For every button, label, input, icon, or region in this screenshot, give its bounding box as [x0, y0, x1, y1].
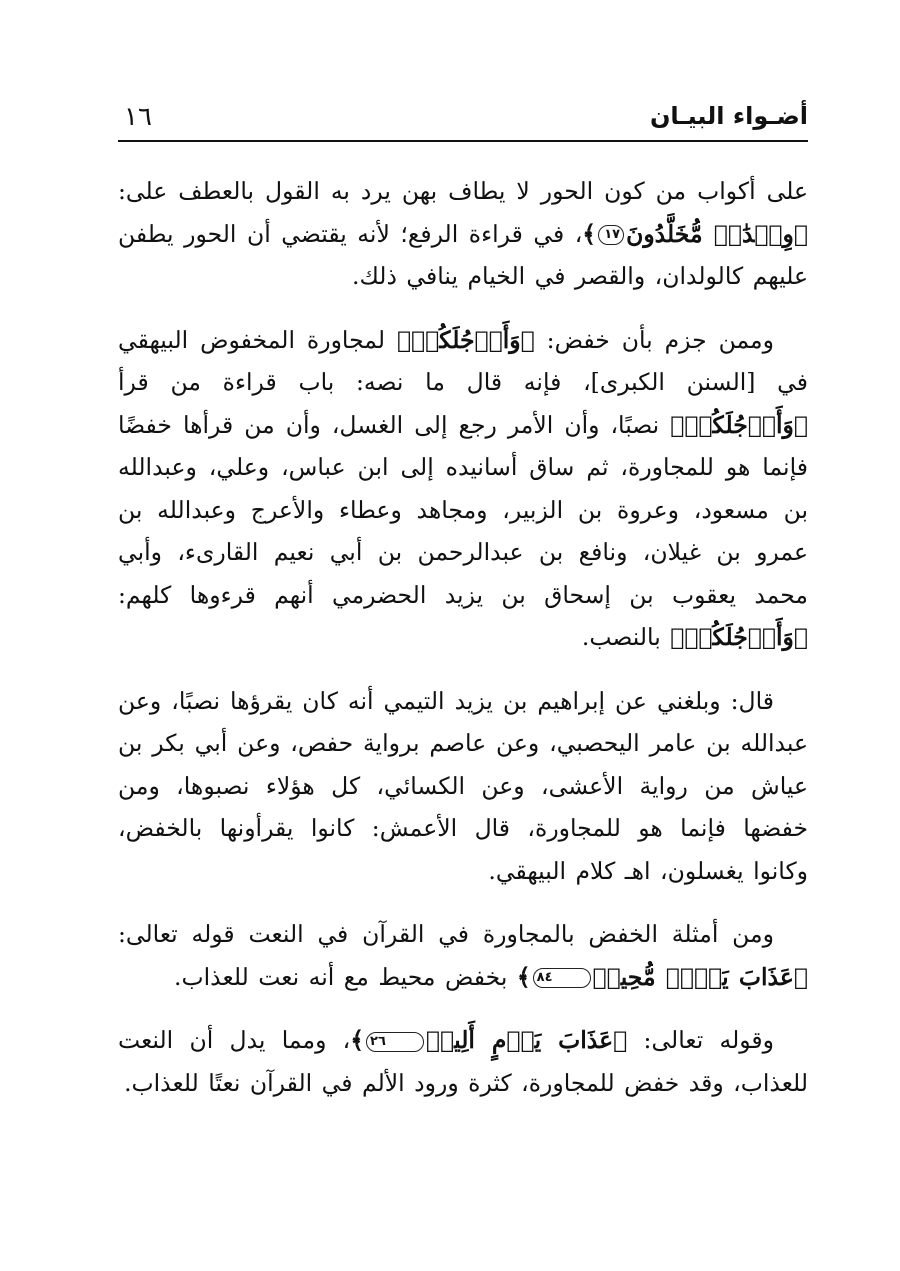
- paragraph-text: وقوله تعالى:: [627, 1026, 774, 1054]
- verse-close-bracket: ﴾: [350, 1026, 365, 1054]
- book-page: [118, 96, 808, 1125]
- verse-text: ﴿عَذَابَ يَوۡمٍ أَلِيمٖ: [425, 1026, 628, 1054]
- quran-verse: [350, 1026, 627, 1054]
- verse-number-marker: ٨٤: [533, 968, 591, 988]
- verse-text: ﴿عَذَابَ يَوۡمٖ مُّحِيطٖ: [592, 962, 808, 991]
- paragraph-text: ، في قراءة الرفع؛ لأنه يقتضي أن الحور يطفن عليهم كالولدان، والقصر في الخيام ينافي ذلك.: [118, 219, 808, 290]
- paragraph-5: [118, 1019, 808, 1104]
- paragraph-text: نصبًا، وأن الأمر رجع إلى الغسل، وأن من قرأها خفضًا فإنما هو للمجاورة، ثم ساق أسانيده إلى ابن عباس، وعلي، وعبدالله بن مسعود، وعروة بن الزبير، ومجاهد وعطاء والأعرج وعبدالله بن عمرو بن غيلان، ونافع بن عبدالرحمن بن أبي نعيم القارىء، وأبي محمد يعقوب بن إسحاق بن يزيد الحضرمي أنهم قرءوها كلهم:: [118, 410, 808, 609]
- paragraph-text: ، ومما يدل أن النعت للعذاب، وقد خفض للمجاورة، كثرة ورود الألم في القرآن نعتًا للعذاب.: [118, 1026, 808, 1097]
- verse-close-bracket: ﴾: [582, 219, 597, 248]
- quran-verse: [517, 963, 808, 991]
- verse-close-bracket: ﴾: [516, 962, 531, 991]
- paragraph-text: بخفض محيط مع أنه نعت للعذاب.: [174, 962, 517, 991]
- paragraph-1: [118, 170, 808, 298]
- paragraph-4: [118, 913, 808, 998]
- verse-number-marker: ٢٦: [366, 1032, 424, 1052]
- paragraph-2: [118, 319, 808, 659]
- paragraph-text: بالنصب.: [581, 623, 671, 651]
- paragraph-text: ومن أمثلة الخفض بالمجاورة في القرآن في النعت قوله تعالى:: [118, 920, 774, 948]
- quran-verse: ﴿وَأَرۡجُلَكُمۡ﴾: [670, 410, 808, 439]
- running-header: [118, 96, 808, 142]
- quran-verse: ﴿وَأَرۡجُلَكُمۡ﴾: [396, 325, 535, 354]
- page-number: ١٦: [124, 102, 152, 132]
- paragraph-text: على أكواب من كون الحور لا يطاف بهن يرد به القول بالعطف على:: [118, 177, 808, 205]
- paragraph-text: لمجاورة المخفوض البيهقي في [السنن الكبرى]، فإنه قال ما نصه: باب قراءة من قرأ: [118, 325, 808, 396]
- paragraph-text: وممن جزم بأن خفض:: [534, 325, 774, 354]
- paragraph-3: [118, 680, 808, 893]
- verse-text: ﴿وِلۡدَٰنٞ مُّخَلَّدُونَ: [626, 219, 808, 248]
- paragraph-text: قال: وبلغني عن إبراهيم بن يزيد التيمي أنه كان يقرؤها نصبًا، وعن عبدالله بن عامر اليحصبي، وعن عاصم برواية حفص، وعن أبي بكر بن عياش من رواية الأعشى، وعن الكسائي، كل هؤلاء نصبوها، ومن خفضها فإنما هو للمجاورة، قال الأعمش: كانوا يقرأونها بالخفض، وكانوا يغسلون، اهـ كلام البيهقي.: [118, 686, 808, 885]
- quran-verse: ﴿وَأَرۡجُلَكُمۡ﴾: [670, 623, 808, 651]
- quran-verse: [582, 220, 808, 248]
- page-body: [118, 170, 808, 1104]
- book-title: أضـواء البيـان: [649, 102, 808, 130]
- verse-number-marker: ١٧: [598, 225, 624, 245]
